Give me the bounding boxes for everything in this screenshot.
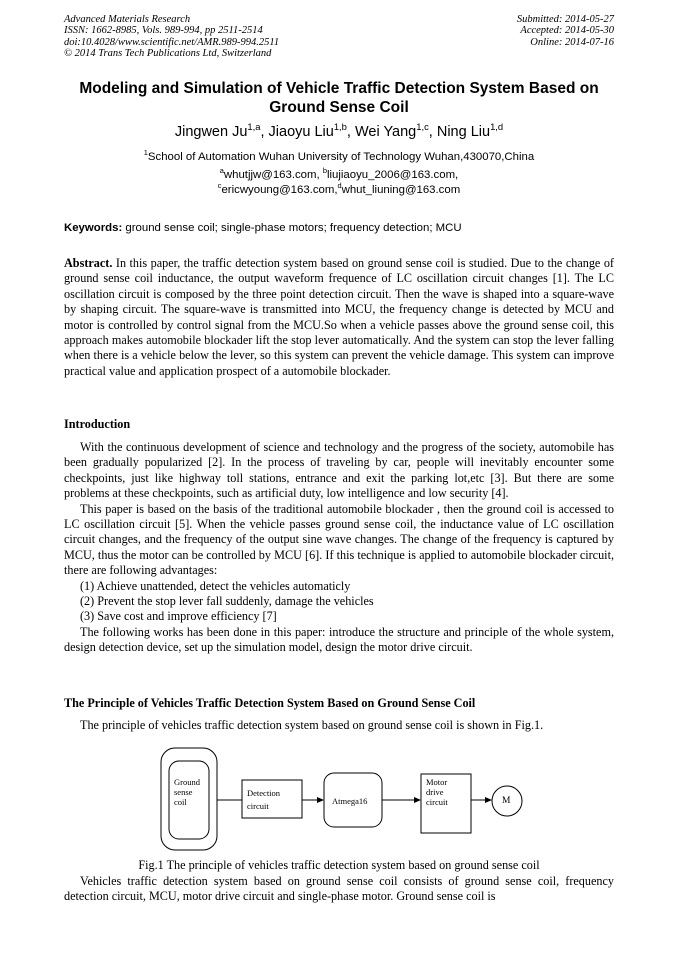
author-name: Jingwen Ju <box>174 124 248 140</box>
paragraph: The principle of vehicles traffic detection system based on ground sense coil is shown in Fig.1. <box>80 718 544 732</box>
list-item: (1) Achieve unattended, detect the vehicles automaticly <box>80 578 351 593</box>
keywords-label: Keywords: <box>64 222 123 234</box>
email-link[interactable]: liujiaoyu_2006@163.com, <box>326 169 459 181</box>
arrow-head <box>317 797 324 803</box>
affiliation <box>0 150 678 164</box>
arrow-head <box>485 797 492 803</box>
email-marker: d <box>337 181 342 191</box>
affiliation-marker: 1 <box>143 148 148 158</box>
abstract <box>64 256 614 379</box>
paper-title: Modeling and Simulation of Vehicle Traffic Detection System Based on Ground Sense Coil <box>79 80 599 116</box>
affiliation-text: School of Automation Wuhan University of Technology Wuhan,430070,China <box>147 151 535 163</box>
issn-line: ISSN: 1662-8985, Vols. 989-994, pp 2511-2514 <box>64 25 263 37</box>
author-list <box>0 123 678 141</box>
figure-block-diagram <box>160 744 540 854</box>
copyright-line: © 2014 Trans Tech Publications Ltd, Switzerland <box>64 48 272 60</box>
email-marker: c <box>217 181 222 191</box>
arrow-head <box>414 797 421 803</box>
online-date: Online: 2014-07-16 <box>530 36 614 48</box>
coil-label: Ground sense coil <box>174 777 200 807</box>
mcu-label: Atmega16 <box>332 796 368 806</box>
journal-header <box>64 14 279 60</box>
motor-drive-label: Motor drive circuit <box>426 777 448 807</box>
email-marker: a <box>219 166 224 176</box>
paragraph: Vehicles traffic detection system based on ground sense coil consists of ground sense coil, frequency detection circuit, MCU, motor drive circuit and single-phase motor. Ground sense coil is <box>64 874 614 904</box>
abstract-text: In this paper, the traffic detection system based on ground sense coil is studied. Due to the change of ground sense coil inductance, the output waveform frequence of LC oscillation circuit changes [1]. The LC oscillation circuit is composed by the three point detection circuit. Then the wave is shaped into a square-wave by shaping circuit. The square-wave is transmitted into MCU, the frequency change is detected by MCU and motor is controlled by control signal from the MCU.So when a vehicle passes above the ground sense coil, this approach makes automobile blockader lift the stop lever automatically. And the system can stop the lever falling when there is a vehicle below the lever, so this system can prevent the vehicle damage. This system can improve practical value and application prospect of a automobile blockader. <box>64 256 614 378</box>
principle-intro <box>64 718 614 733</box>
paragraph: This paper is based on the basis of the traditional automobile blockader , then the ground coil is accessed to LC oscillation circuit [5]. When the vehicle passes ground sense coil, the inductance value of LC oscillation circuit changes, and the frequency of the output sine wave changes. The change of the frequency is captured by MCU, thus the motor can be controlled by MCU [6]. If this technique is applied to automobile blockader circuit, there are following advantages: <box>64 501 614 578</box>
dates-header <box>517 14 614 48</box>
email-link[interactable]: whut_liuning@163.com <box>341 184 461 196</box>
accepted-date: Accepted: 2014-05-30 <box>520 25 614 37</box>
journal-name: Advanced Materials Research <box>64 14 191 25</box>
list-item: (3) Save cost and improve efficiency [7] <box>80 609 277 624</box>
author-emails <box>0 168 678 198</box>
doi-line: doi:10.4028/www.scientific.net/AMR.989-994.2511 <box>64 36 280 48</box>
email-marker: b <box>322 166 327 176</box>
list-item: (2) Prevent the stop lever fall suddenly, damage the vehicles <box>80 594 374 609</box>
figure-caption: Fig.1 The principle of vehicles traffic detection system based on ground sense coil <box>138 858 540 872</box>
keywords <box>64 221 614 235</box>
author-affil: 1,b <box>333 121 347 133</box>
abstract-label: Abstract. <box>64 256 113 270</box>
detection-label: Detection circuit <box>247 788 281 811</box>
section-heading-introduction: Introduction <box>64 417 131 431</box>
author-affil: 1,a <box>247 121 261 133</box>
paragraph: The following works has been done in this paper: introduce the structure and principle of the whole system, design detection device, set up the simulation model, design the motor drive circuit. <box>64 624 614 655</box>
submitted-date: Submitted: 2014-05-27 <box>516 14 614 25</box>
motor-label: M <box>502 796 511 806</box>
principle-body <box>64 874 614 905</box>
paragraph: With the continuous development of science and technology and the progress of the society, automobile has been gradually popularized [2]. In the process of traveling by car, people will inevitably encounter some checkpoints, just like highway toll stations, entrance and exit the parking lot,etc [3]. But there are some problems at these checkpoints, such as artificial duty, low intelligence and low security [4]. <box>64 440 614 501</box>
author-name: Jiaoyu Liu <box>268 124 334 140</box>
author-sep: , <box>346 124 355 140</box>
author-sep: , <box>260 124 269 140</box>
section-heading-principle: The Principle of Vehicles Traffic Detection System Based on Ground Sense Coil <box>64 696 476 710</box>
keywords-text: ground sense coil; single-phase motors; frequency detection; MCU <box>122 222 462 234</box>
author-name: Ning Liu <box>436 124 491 140</box>
email-link[interactable]: whutjjw@163.com, <box>223 169 323 181</box>
email-link[interactable]: ericwyoung@163.com, <box>221 184 338 196</box>
author-name: Wei Yang <box>354 124 417 140</box>
author-affil: 1,c <box>416 121 429 133</box>
author-affil: 1,d <box>490 121 504 133</box>
introduction-body <box>64 440 614 656</box>
author-sep: , <box>428 124 437 140</box>
